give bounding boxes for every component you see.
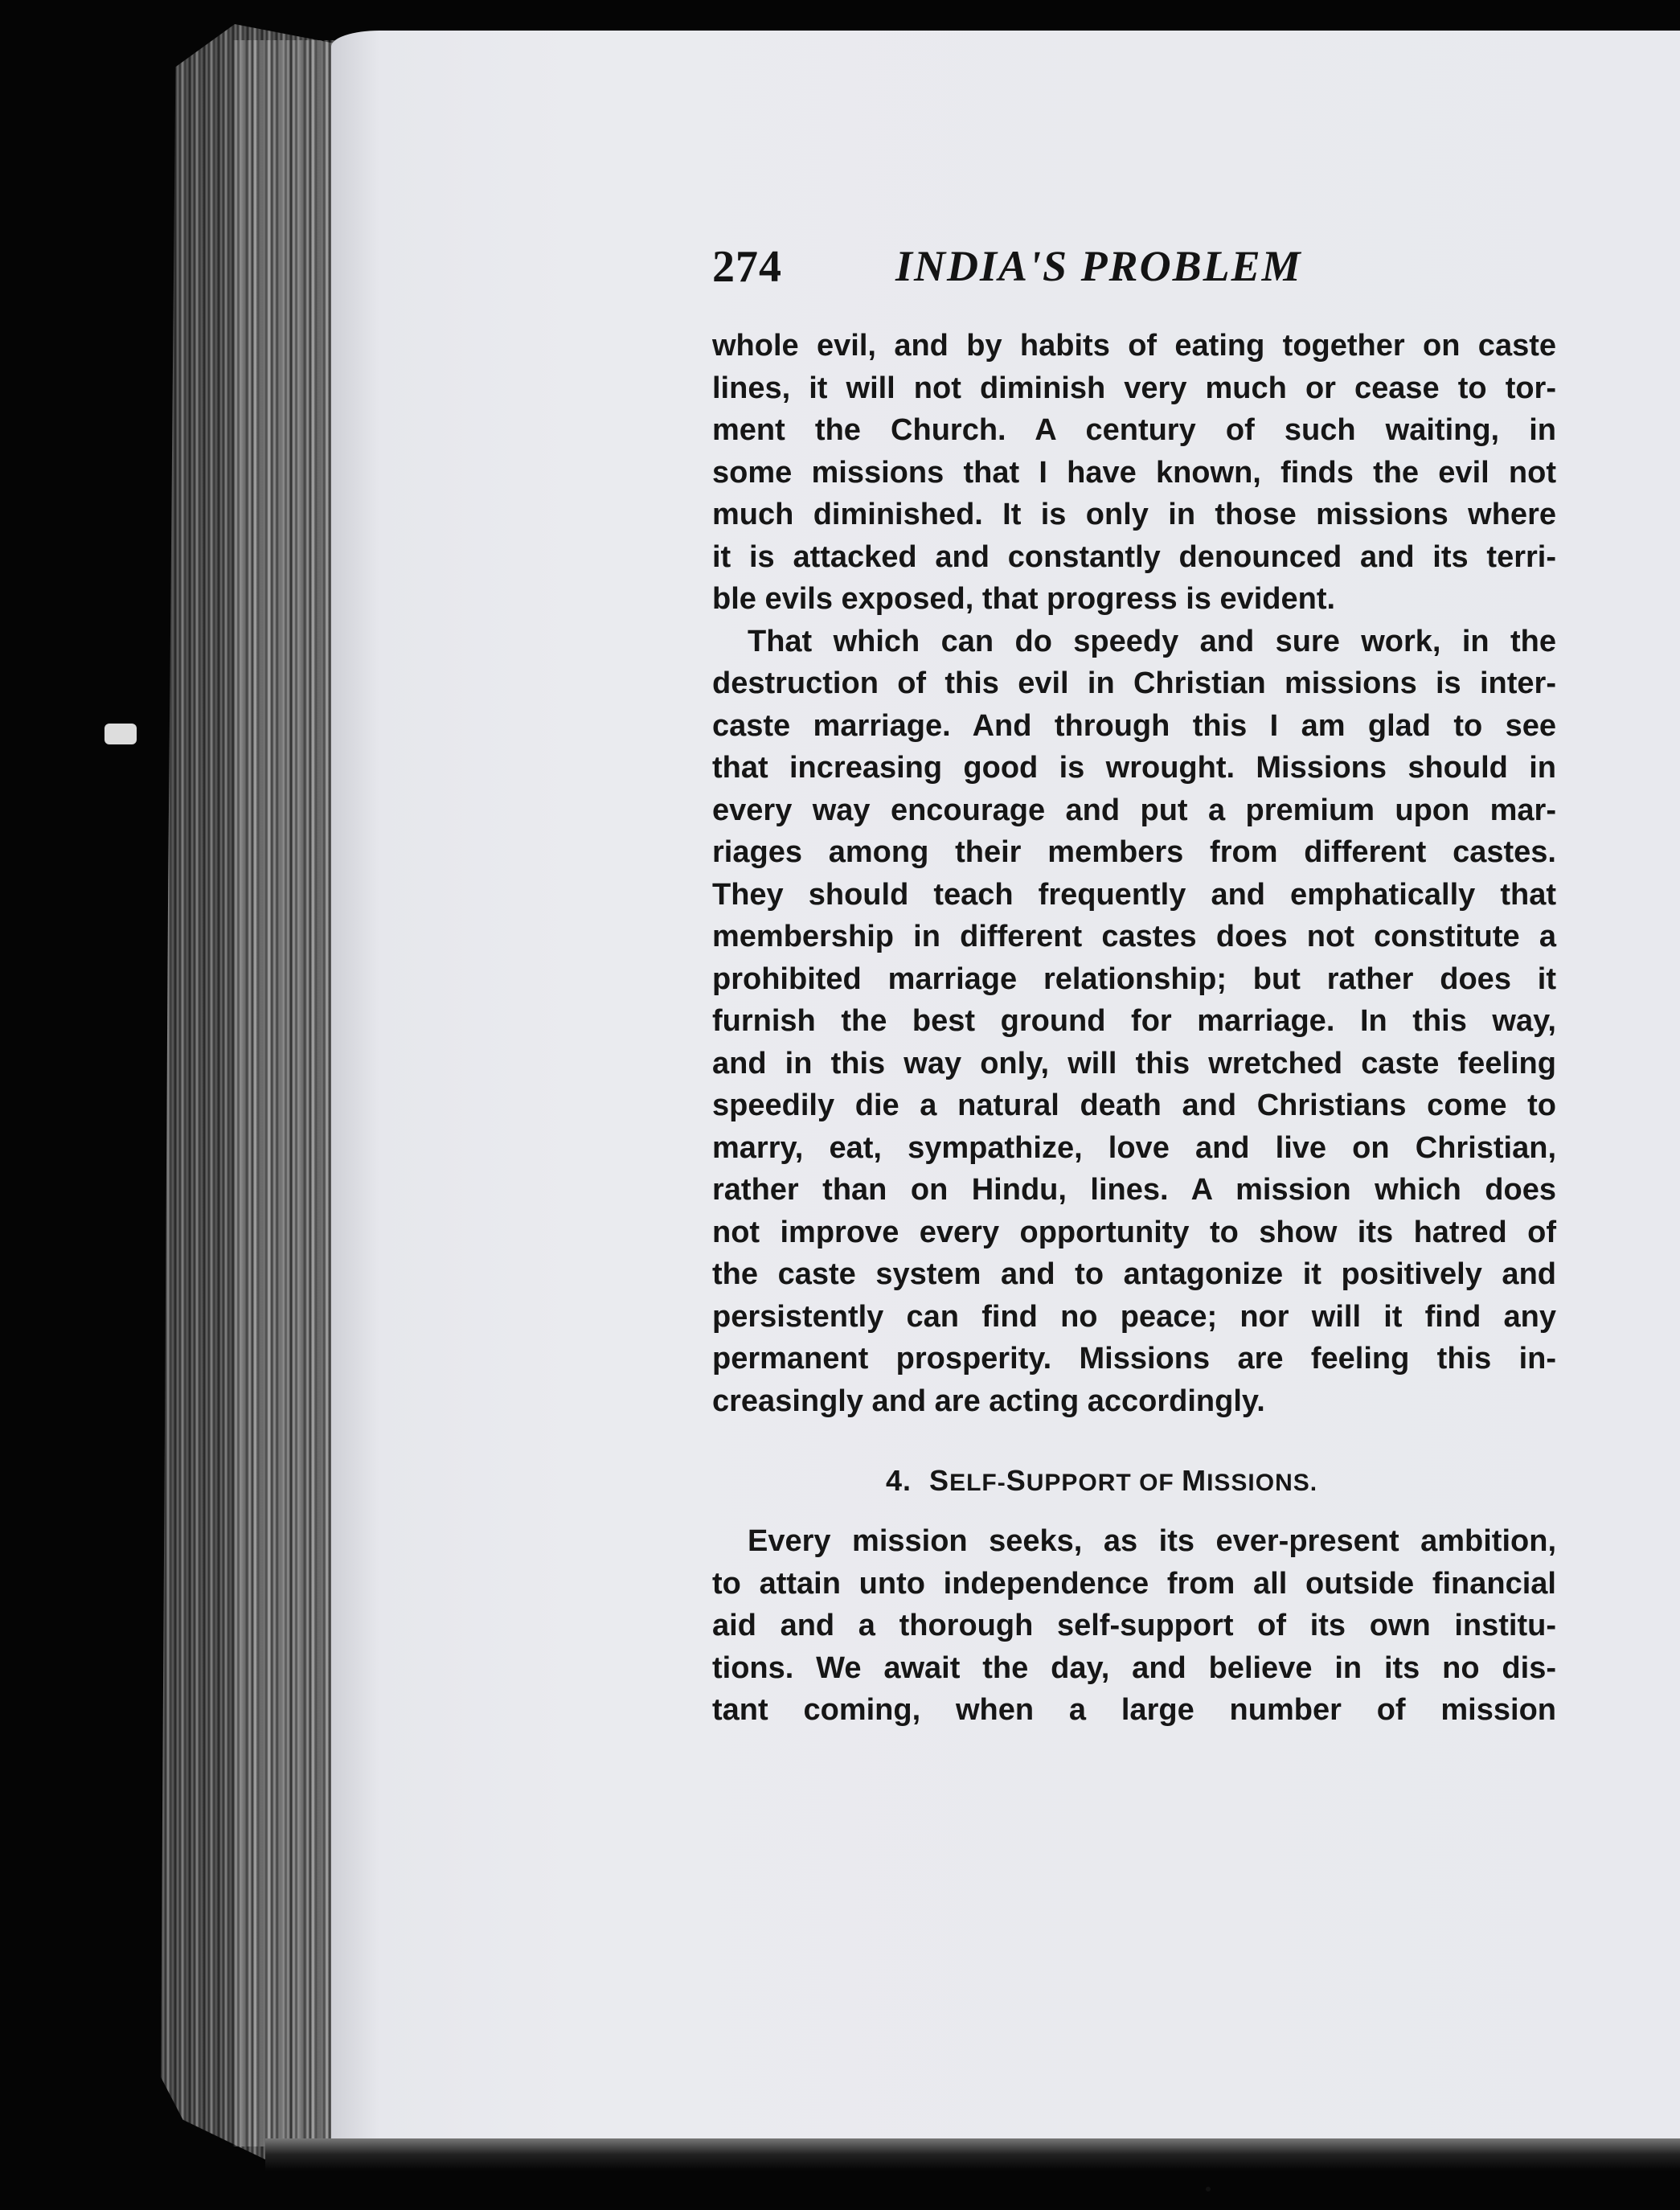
- text-line: tions. We await the day, and believe in its no dis-: [712, 1650, 1556, 1685]
- section-heading-smallcaps: UPPORT OF: [1026, 1470, 1182, 1496]
- scan-artifact-speck: [104, 724, 137, 744]
- running-head: [712, 241, 1556, 305]
- section-heading-smallcaps: ELF-: [949, 1470, 1006, 1496]
- text-line: it is attacked and constantly denounced and its terri-: [712, 539, 1556, 574]
- paragraph-2: [712, 621, 1556, 1423]
- text-line: to attain unto independence from all outside financial: [712, 1566, 1556, 1601]
- scan-artifact-dot: [1206, 2187, 1211, 2192]
- section-gap: [712, 1509, 1556, 1520]
- text-line: lines, it will not diminish very much or cease to tor-: [712, 371, 1556, 405]
- text-line: creasingly and are acting accordingly.: [712, 1384, 1265, 1418]
- text-line: They should teach frequently and emphatically that: [712, 877, 1556, 912]
- running-head-title: INDIA'S PROBLEM: [895, 242, 1302, 290]
- section-heading-smallcaps: ISSIONS.: [1207, 1470, 1318, 1496]
- text-line: That which can do speedy and sure work, in the: [748, 624, 1556, 658]
- text-line: marry, eat, sympathize, love and live on Christian,: [712, 1130, 1556, 1165]
- text-line: every way encourage and put a premium upon mar-: [712, 793, 1556, 827]
- text-line: some missions that I have known, finds the evil not: [712, 455, 1556, 490]
- text-line: destruction of this evil in Christian missions is inter-: [712, 666, 1556, 700]
- text-line: that increasing good is wrought. Missions should in: [712, 751, 1556, 785]
- section-heading-cap: M: [1182, 1464, 1207, 1497]
- page-bottom-shadow: [265, 2138, 1680, 2171]
- text-line: membership in different castes does not constitute a: [712, 920, 1556, 953]
- text-line: riages among their members from different castes.: [712, 835, 1556, 869]
- book-fore-edge-highlights: [233, 40, 338, 2146]
- text-line: prohibited marriage relationship; but rather does it: [712, 961, 1556, 996]
- section-number: 4.: [886, 1464, 912, 1497]
- section-gap: [712, 1422, 1556, 1453]
- text-line: permanent prosperity. Missions are feeling this in-: [712, 1342, 1556, 1376]
- text-line: speedily die a natural death and Christians come to: [712, 1089, 1556, 1122]
- text-line: the caste system and to antagonize it positively and: [712, 1257, 1556, 1291]
- paragraph-1: [712, 325, 1556, 621]
- paragraph-3: [712, 1520, 1556, 1732]
- text-line: and in this way only, will this wretched caste feeling: [712, 1046, 1556, 1080]
- text-line: much diminished. It is only in those missions where: [712, 498, 1556, 531]
- page-number: 274: [712, 242, 782, 292]
- text-line: whole evil, and by habits of eating together on caste: [712, 329, 1556, 363]
- text-line: caste marriage. And through this I am glad to see: [712, 708, 1556, 743]
- text-line: furnish the best ground for marriage. In this way,: [712, 1004, 1556, 1038]
- text-line: aid and a thorough self-support of its own institu-: [712, 1609, 1556, 1642]
- body-text: [712, 325, 1556, 1732]
- text-line: Every mission seeks, as its ever-present ambition,: [748, 1524, 1556, 1558]
- text-line: ment the Church. A century of such waiting, in: [712, 413, 1556, 447]
- text-line: not improve every opportunity to show its hatred of: [712, 1215, 1556, 1249]
- text-line: rather than on Hindu, lines. A mission which does: [712, 1173, 1556, 1207]
- text-line: ble evils exposed, that progress is evident.: [712, 582, 1336, 616]
- section-heading-cap: S: [929, 1464, 950, 1497]
- section-heading: [712, 1453, 1556, 1509]
- text-line: tant coming, when a large number of mission: [712, 1693, 1556, 1727]
- section-heading-cap: S: [1006, 1464, 1026, 1497]
- text-line: persistently can find no peace; nor will it find any: [712, 1299, 1556, 1334]
